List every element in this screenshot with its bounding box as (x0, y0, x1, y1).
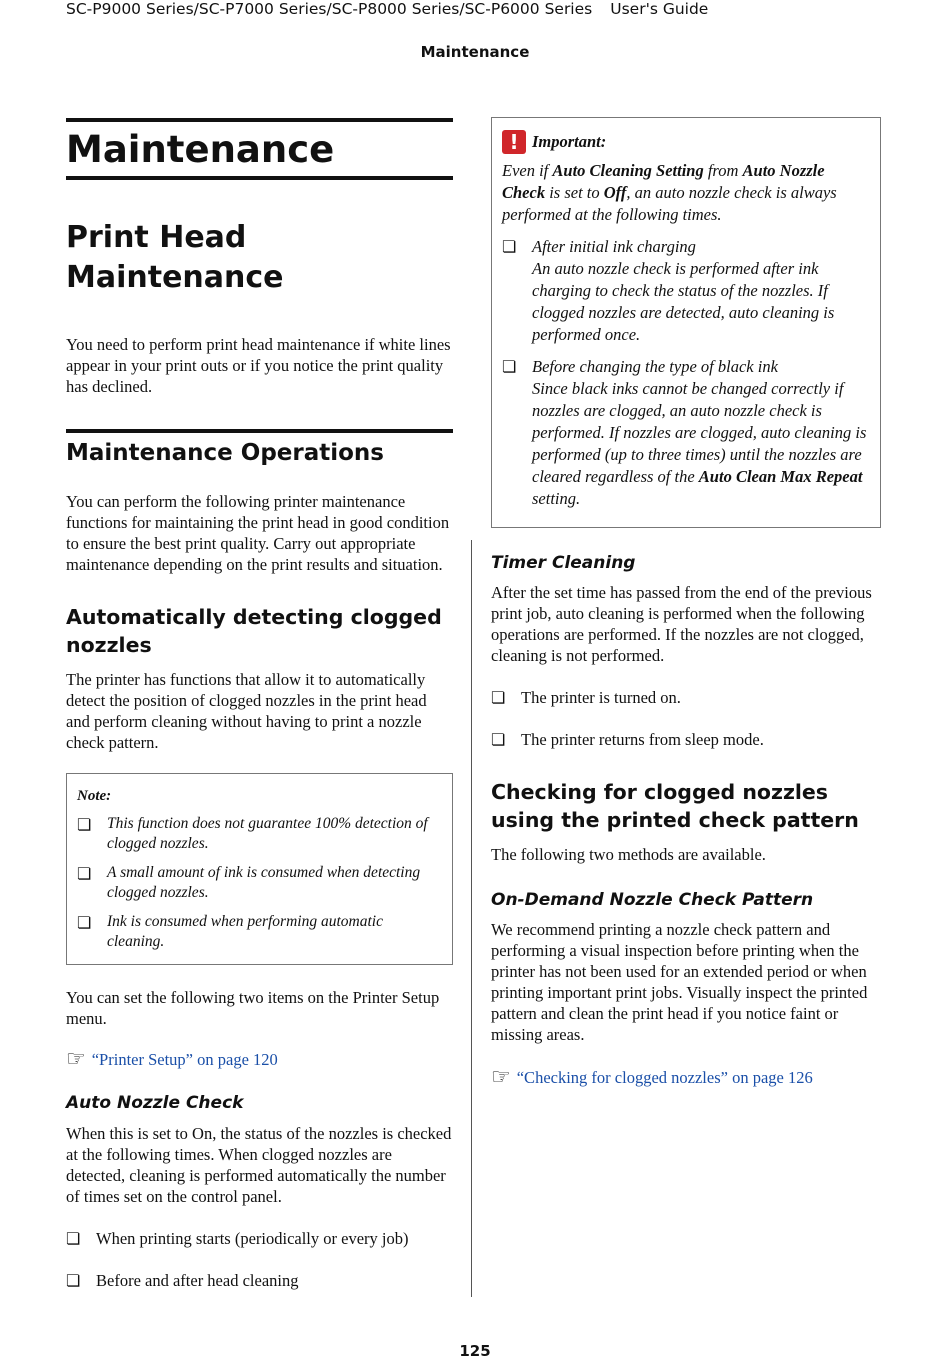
operations-paragraph: You can perform the following printer maintenance functions for maintaining the print head in good condition to ensure the best print quality. Carry out appropriate maintenance depending on the print results and situation. (66, 492, 450, 574)
section-tag: Maintenance (420, 43, 530, 61)
intro-paragraph: You need to perform print head maintenance if white lines appear in your print outs or if you notice the print quality has declined. (66, 335, 451, 396)
heading-auto-nozzle-check: Auto Nozzle Check (66, 1093, 244, 1113)
column-divider (471, 540, 472, 1297)
important-label: Important: (532, 132, 607, 151)
checking-link-line (491, 1067, 881, 1088)
on-demand-paragraph: We recommend printing a nozzle check pattern and performing a visual inspection before printing when the printer has not been used for an extended period or when printing important print jobs. Visually inspect the printed pattern and clean the print head if you notice faint or missing areas. (491, 920, 868, 1044)
note-box (66, 773, 453, 965)
checkbox-bullet-icon: ❏ (491, 688, 506, 707)
list-item (66, 1228, 453, 1249)
left-column (66, 118, 453, 1291)
list-item-text: Before and after head cleaning (96, 1271, 299, 1290)
guide-title: User's Guide (610, 0, 709, 18)
pointing-hand-icon: ☞ (66, 1047, 86, 1072)
checking-paragraph: The following two methods are available. (491, 845, 766, 864)
note-item-text: Ink is consumed when performing automatic cleaning. (107, 913, 383, 950)
setup-paragraph: You can set the following two items on the Printer Setup menu. (66, 988, 440, 1028)
page-number: 125 (459, 1342, 491, 1360)
checkbox-bullet-icon: ❏ (77, 913, 92, 932)
important-box (491, 117, 881, 528)
heading-print-head-maintenance: Print Head Maintenance (66, 220, 284, 295)
list-item-text: When printing starts (periodically or every job) (96, 1229, 409, 1248)
important-item (502, 356, 870, 510)
printer-setup-link-line (66, 1049, 453, 1070)
printer-setup-link[interactable]: “Printer Setup” on page 120 (91, 1049, 278, 1069)
important-item-text: After initial ink charging An auto nozzle check is performed after ink charging to check the status of the nozzles. If clogged nozzles are detected, auto cleaning is performed once. (532, 237, 835, 344)
checkbox-bullet-icon: ❏ (66, 1229, 81, 1248)
list-item (66, 1270, 453, 1291)
note-item (77, 814, 442, 854)
important-label-row (502, 130, 870, 154)
checkbox-bullet-icon: ❏ (491, 730, 506, 749)
auto-nozzle-paragraph: When this is set to On, the status of the nozzles is checked at the following times. When clogged nozzles are detected, cleaning is performed automatically the number of times set on the control panel. (66, 1124, 452, 1206)
checking-clogged-link[interactable]: “Checking for clogged nozzles” on page 126 (516, 1067, 813, 1087)
auto-detect-paragraph: The printer has functions that allow it to automatically detect the position of clogged nozzles in the print head and perform cleaning without having to print a nozzle check pattern. (66, 670, 427, 752)
checkbox-bullet-icon: ❏ (77, 864, 92, 883)
checkbox-bullet-icon: ❏ (502, 237, 517, 256)
list-item (491, 729, 881, 750)
timer-paragraph: After the set time has passed from the end of the previous print job, auto cleaning is performed when the following operations are performed. If the nozzles are not clogged, cleaning is not performed. (491, 583, 872, 665)
heading-auto-detect: Automatically detecting clogged nozzles (66, 605, 442, 657)
exclamation-icon: ! (502, 130, 526, 154)
note-item (77, 863, 442, 903)
heading-on-demand: On-Demand Nozzle Check Pattern (491, 890, 814, 910)
important-intro: Even if Auto Cleaning Setting from Auto Nozzle Check is set to Off, an auto nozzle check is always performed at the following times. (502, 161, 837, 224)
series-title: SC-P9000 Series/SC-P7000 Series/SC-P8000 Series/SC-P6000 Series (66, 0, 593, 18)
note-label: Note: (77, 788, 112, 804)
note-item-text: A small amount of ink is consumed when detecting clogged nozzles. (107, 864, 421, 901)
heading-timer-cleaning: Timer Cleaning (491, 553, 636, 573)
important-item (502, 236, 870, 346)
important-item-text: Before changing the type of black ink Since black inks cannot be changed correctly if nozzles are clogged, an auto nozzle check is performed. If nozzles are clogged, auto cleaning is performed (up to three times) until the nozzles are cleared regardless of the Auto Clean Max Repeat setting. (532, 357, 867, 508)
list-item (491, 687, 881, 708)
heading-maintenance-operations: Maintenance Operations (66, 429, 453, 469)
checkbox-bullet-icon: ❏ (502, 357, 517, 376)
heading-checking-clogged: Checking for clogged nozzles using the printed check pattern (491, 780, 859, 832)
running-header (66, 0, 708, 18)
right-column (491, 117, 881, 1088)
note-item-text: This function does not guarantee 100% detection of clogged nozzles. (107, 815, 428, 852)
page-title: Maintenance (66, 118, 453, 180)
list-item-text: The printer returns from sleep mode. (521, 730, 764, 749)
checkbox-bullet-icon: ❏ (77, 815, 92, 834)
note-item (77, 912, 442, 952)
checkbox-bullet-icon: ❏ (66, 1271, 81, 1290)
pointing-hand-icon: ☞ (491, 1065, 511, 1090)
list-item-text: The printer is turned on. (521, 688, 681, 707)
